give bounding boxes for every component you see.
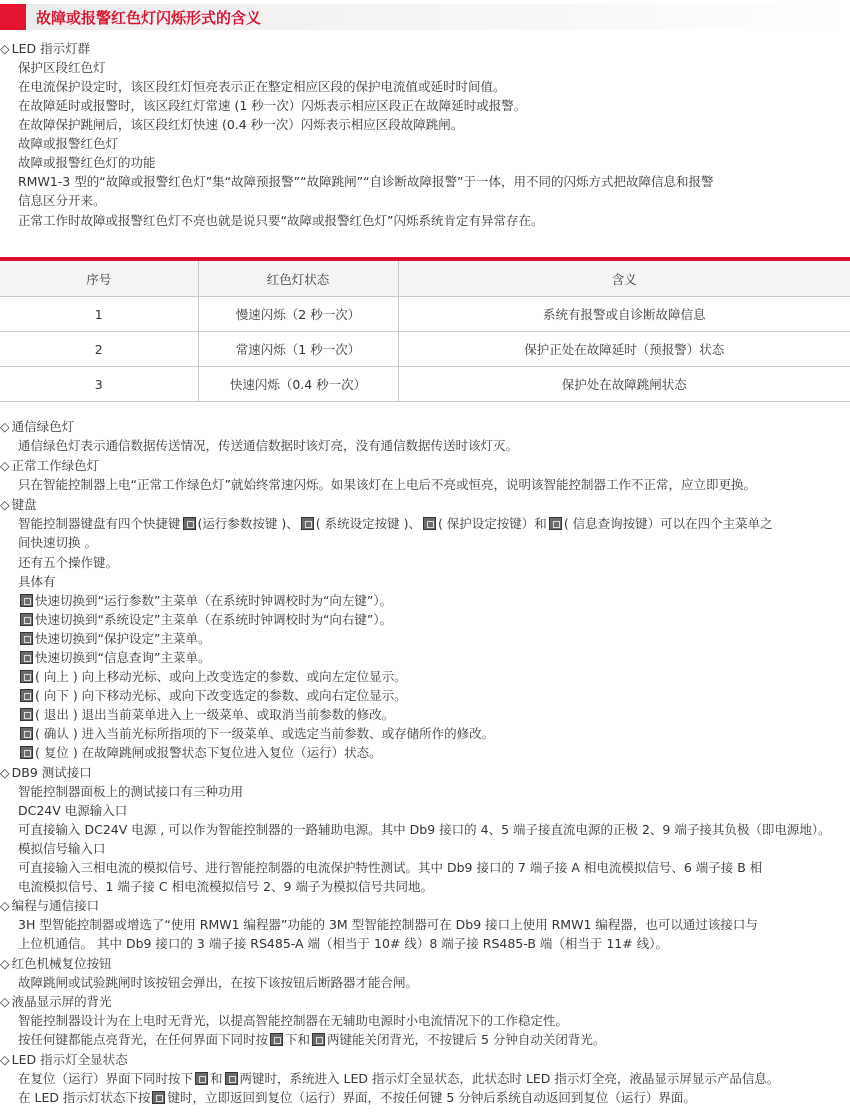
- run-param-key-icon: [195, 1072, 208, 1085]
- text-line: 可直接输入 DC24V 电源 , 可以作为智能控制器的一路辅助电源。其中 Db9 接口的 4、5 端子接直流电源的正极 2、9 端子接其负极（即电源地）。: [18, 822, 831, 837]
- key-desc-text: ( 向上 ) 向上移动光标、或向上改变选定的参数、或向左定位显示。: [35, 669, 407, 684]
- confirm-key-icon: [20, 727, 33, 740]
- text-seg: 在复位（运行）界面下同时按下: [18, 1071, 194, 1086]
- text-seg: 按任何键都能点亮背光，在任何界面下同时按: [18, 1032, 269, 1047]
- key-desc: [18, 687, 407, 705]
- table-cell: 2: [0, 332, 198, 367]
- key-desc: [18, 706, 394, 724]
- key-desc: [18, 668, 407, 686]
- text-seg: 下和: [285, 1032, 311, 1047]
- section-db9-heading: ◇ DB9 测试接口: [0, 764, 92, 782]
- text-line: DC24V 电源输入口: [18, 803, 128, 818]
- info-query-key-icon: [549, 517, 562, 530]
- text-line: [18, 1031, 605, 1049]
- red-light-table: [0, 257, 850, 402]
- text-line: 3H 型智能控制器或增选了“使用 RMW1 编程器”功能的 3M 型智能控制器可在 Db9 接口上使用 RMW1 编程器，也可以通过该接口与: [18, 917, 758, 932]
- table-row: [0, 297, 850, 332]
- key-desc-text: ( 退出 ) 退出当前菜单进入上一级菜单、或取消当前参数的修改。: [35, 707, 395, 722]
- text-seg: 两键能关闭背光，不按键后 5 分钟自动关闭背光。: [327, 1032, 606, 1047]
- table-cell: 快速闪烁（0.4 秒一次）: [198, 367, 398, 402]
- protect-set-key-icon: [423, 517, 436, 530]
- text-line: 通信绿色灯表示通信数据传送情况，传送通信数据时该灯亮，没有通信数据传送时该灯灭。: [18, 438, 519, 453]
- text-line: 电流模拟信号、1 端子接 C 相电流模拟信号 2、9 端子为模拟信号共同地。: [18, 879, 433, 894]
- table-cell: 慢速闪烁（2 秒一次）: [198, 297, 398, 332]
- key-desc-text: ( 确认 ) 进入当前光标所指项的下一级菜单、或选定当前参数、或存储所作的修改。: [35, 726, 495, 741]
- text-seg: ( 保护设定按键）和: [437, 516, 547, 531]
- key-desc-text: ( 复位 ) 在故障跳闸或报警状态下复位进入复位（运行）状态。: [35, 745, 382, 760]
- text-seg: 两键时，系统进入 LED 指示灯全显状态，此状态时 LED 指示灯全亮，液晶显示屏显示产品信息。: [239, 1071, 780, 1086]
- section-keyboard-heading: ◇ 键盘: [0, 496, 37, 514]
- text-seg: 智能控制器键盘有四个快捷键: [18, 516, 181, 531]
- table-cell: 保护处在故障跳闸状态: [398, 367, 850, 402]
- reset-key-icon: [20, 746, 33, 759]
- text-line: 在故障延时或报警时，该区段红灯常速 (1 秒一次）闪烁表示相应区段正在故障延时或报警。: [18, 98, 527, 113]
- text-line: 智能控制器面板上的测试接口有三种功用: [18, 784, 244, 799]
- up-key-icon: [20, 670, 33, 683]
- text-seg: 键时，立即返回到复位（运行）界面，不按任何键 5 分钟后系统自动返回到复位（运行）界面。: [167, 1090, 696, 1105]
- key-desc-text: 快速切换到“信息查询”主菜单。: [35, 650, 211, 665]
- table-row: [0, 332, 850, 367]
- text-seg: ( 信息查询按键）可以在四个主菜单之: [563, 516, 773, 531]
- run-param-key-icon: [270, 1033, 283, 1046]
- section-backlight-heading: ◇ 液晶显示屏的背光: [0, 993, 112, 1011]
- text-line: 可直接输入三相电流的模拟信号、进行智能控制器的电流保护特性测试。其中 Db9 接口的 7 端子接 A 相电流模拟信号、6 端子接 B 相: [18, 860, 763, 875]
- section-comm-heading: ◇ 通信绿色灯: [0, 418, 74, 436]
- text-seg: ( 系统设定按键 )、: [315, 516, 421, 531]
- table-header-row: [0, 259, 850, 297]
- text-line: 还有五个操作键。: [18, 555, 119, 570]
- section-prog-heading: ◇ 编程与通信接口: [0, 897, 99, 915]
- text-line: 具体有: [18, 574, 56, 589]
- system-set-key-icon: [225, 1072, 238, 1085]
- run-param-key-icon: [20, 594, 33, 607]
- table-header: 红色灯状态: [198, 259, 398, 297]
- table-cell: 保护正处在故障延时（预报警）状态: [398, 332, 850, 367]
- key-desc: [18, 649, 210, 667]
- protect-set-key-icon: [20, 632, 33, 645]
- table-row: [0, 367, 850, 402]
- key-desc-text: 快速切换到“运行参数”主菜单（在系统时钟调校时为“向左键”）。: [35, 593, 393, 608]
- text-seg: (运行参数按键 )、: [197, 516, 299, 531]
- section-normal-heading: ◇ 正常工作绿色灯: [0, 457, 99, 475]
- down-key-icon: [20, 689, 33, 702]
- text-line: 保护区段红色灯: [18, 60, 106, 75]
- key-desc-text: 快速切换到“保护设定”主菜单。: [35, 631, 211, 646]
- info-query-key-icon: [20, 651, 33, 664]
- section-led-heading: ◇ LED 指示灯群: [0, 40, 90, 58]
- text-line: 上位机通信。 其中 Db9 接口的 3 端子接 RS485-A 端（相当于 10# 线）8 端子接 RS485-B 端（相当于 11# 线）。: [18, 936, 668, 951]
- table-cell: 1: [0, 297, 198, 332]
- text-line: 智能控制器设计为在上电时无背光，以提高智能控制器在无辅助电源时小电流情况下的工作稳定性。: [18, 1013, 569, 1028]
- text-line: 在电流保护设定时，该区段红灯恒亮表示正在整定相应区段的保护电流值或延时时间值。: [18, 79, 506, 94]
- title-bar: [0, 0, 850, 34]
- table-cell: 常速闪烁（1 秒一次）: [198, 332, 398, 367]
- key-desc: [18, 725, 494, 743]
- run-param-key-icon: [183, 517, 196, 530]
- table-cell: 系统有报警或自诊断故障信息: [398, 297, 850, 332]
- key-desc: [18, 592, 392, 610]
- key-desc-text: ( 向下 ) 向下移动光标、或向下改变选定的参数、或向右定位显示。: [35, 688, 407, 703]
- page-title: 故障或报警红色灯闪烁形式的含义: [36, 9, 262, 27]
- text-line: RMW1-3 型的“故障或报警红色灯”集“故障预报警”“故障跳闸”“自诊断故障报警”于一体，用不同的闪烁方式把故障信息和报警: [18, 174, 714, 189]
- key-desc: [18, 630, 210, 648]
- protect-set-key-icon: [312, 1033, 325, 1046]
- text-line: 只在智能控制器上电“正常工作绿色灯”就始终常速闪烁。如果该灯在上电后不亮或恒亮，说明该智能控制器工作不正常，应立即更换。: [18, 477, 756, 492]
- text-line: [18, 515, 773, 533]
- text-seg: 和: [210, 1071, 223, 1086]
- section-led-full-heading: ◇ LED 指示灯全显状态: [0, 1051, 128, 1069]
- system-set-key-icon: [20, 613, 33, 626]
- table-cell: 3: [0, 367, 198, 402]
- text-line: [18, 1089, 696, 1107]
- text-line: 正常工作时故障或报警红色灯不亮也就是说只要“故障或报警红色灯”闪烁系统肯定有异常存在。: [18, 213, 544, 228]
- text-line: 间快速切换 。: [18, 535, 97, 550]
- text-line: 故障或报警红色灯的功能: [18, 155, 156, 170]
- key-desc-text: 快速切换到“系统设定”主菜单（在系统时钟调校时为“向右键”）。: [35, 612, 393, 627]
- text-line: 信息区分开来。: [18, 193, 106, 208]
- key-desc: [18, 611, 392, 629]
- title-marker: [0, 4, 26, 30]
- text-seg: 在 LED 指示灯状态下按: [18, 1090, 151, 1105]
- text-line: 故障或报警红色灯: [18, 136, 119, 151]
- key-desc: [18, 744, 382, 762]
- exit-key-icon: [152, 1091, 165, 1104]
- system-set-key-icon: [301, 517, 314, 530]
- exit-key-icon: [20, 708, 33, 721]
- table-header: 含义: [398, 259, 850, 297]
- text-line: [18, 1070, 779, 1088]
- text-line: 故障跳闸或试验跳闸时该按钮会弹出，在按下该按钮后断路器才能合闸。: [18, 975, 419, 990]
- text-line: 模拟信号输入口: [18, 841, 106, 856]
- section-reset-button-heading: ◇ 红色机械复位按钮: [0, 955, 112, 973]
- table-header: 序号: [0, 259, 198, 297]
- text-line: 在故障保护跳闸后，该区段红灯快速 (0.4 秒一次）闪烁表示相应区段故障跳闸。: [18, 117, 464, 132]
